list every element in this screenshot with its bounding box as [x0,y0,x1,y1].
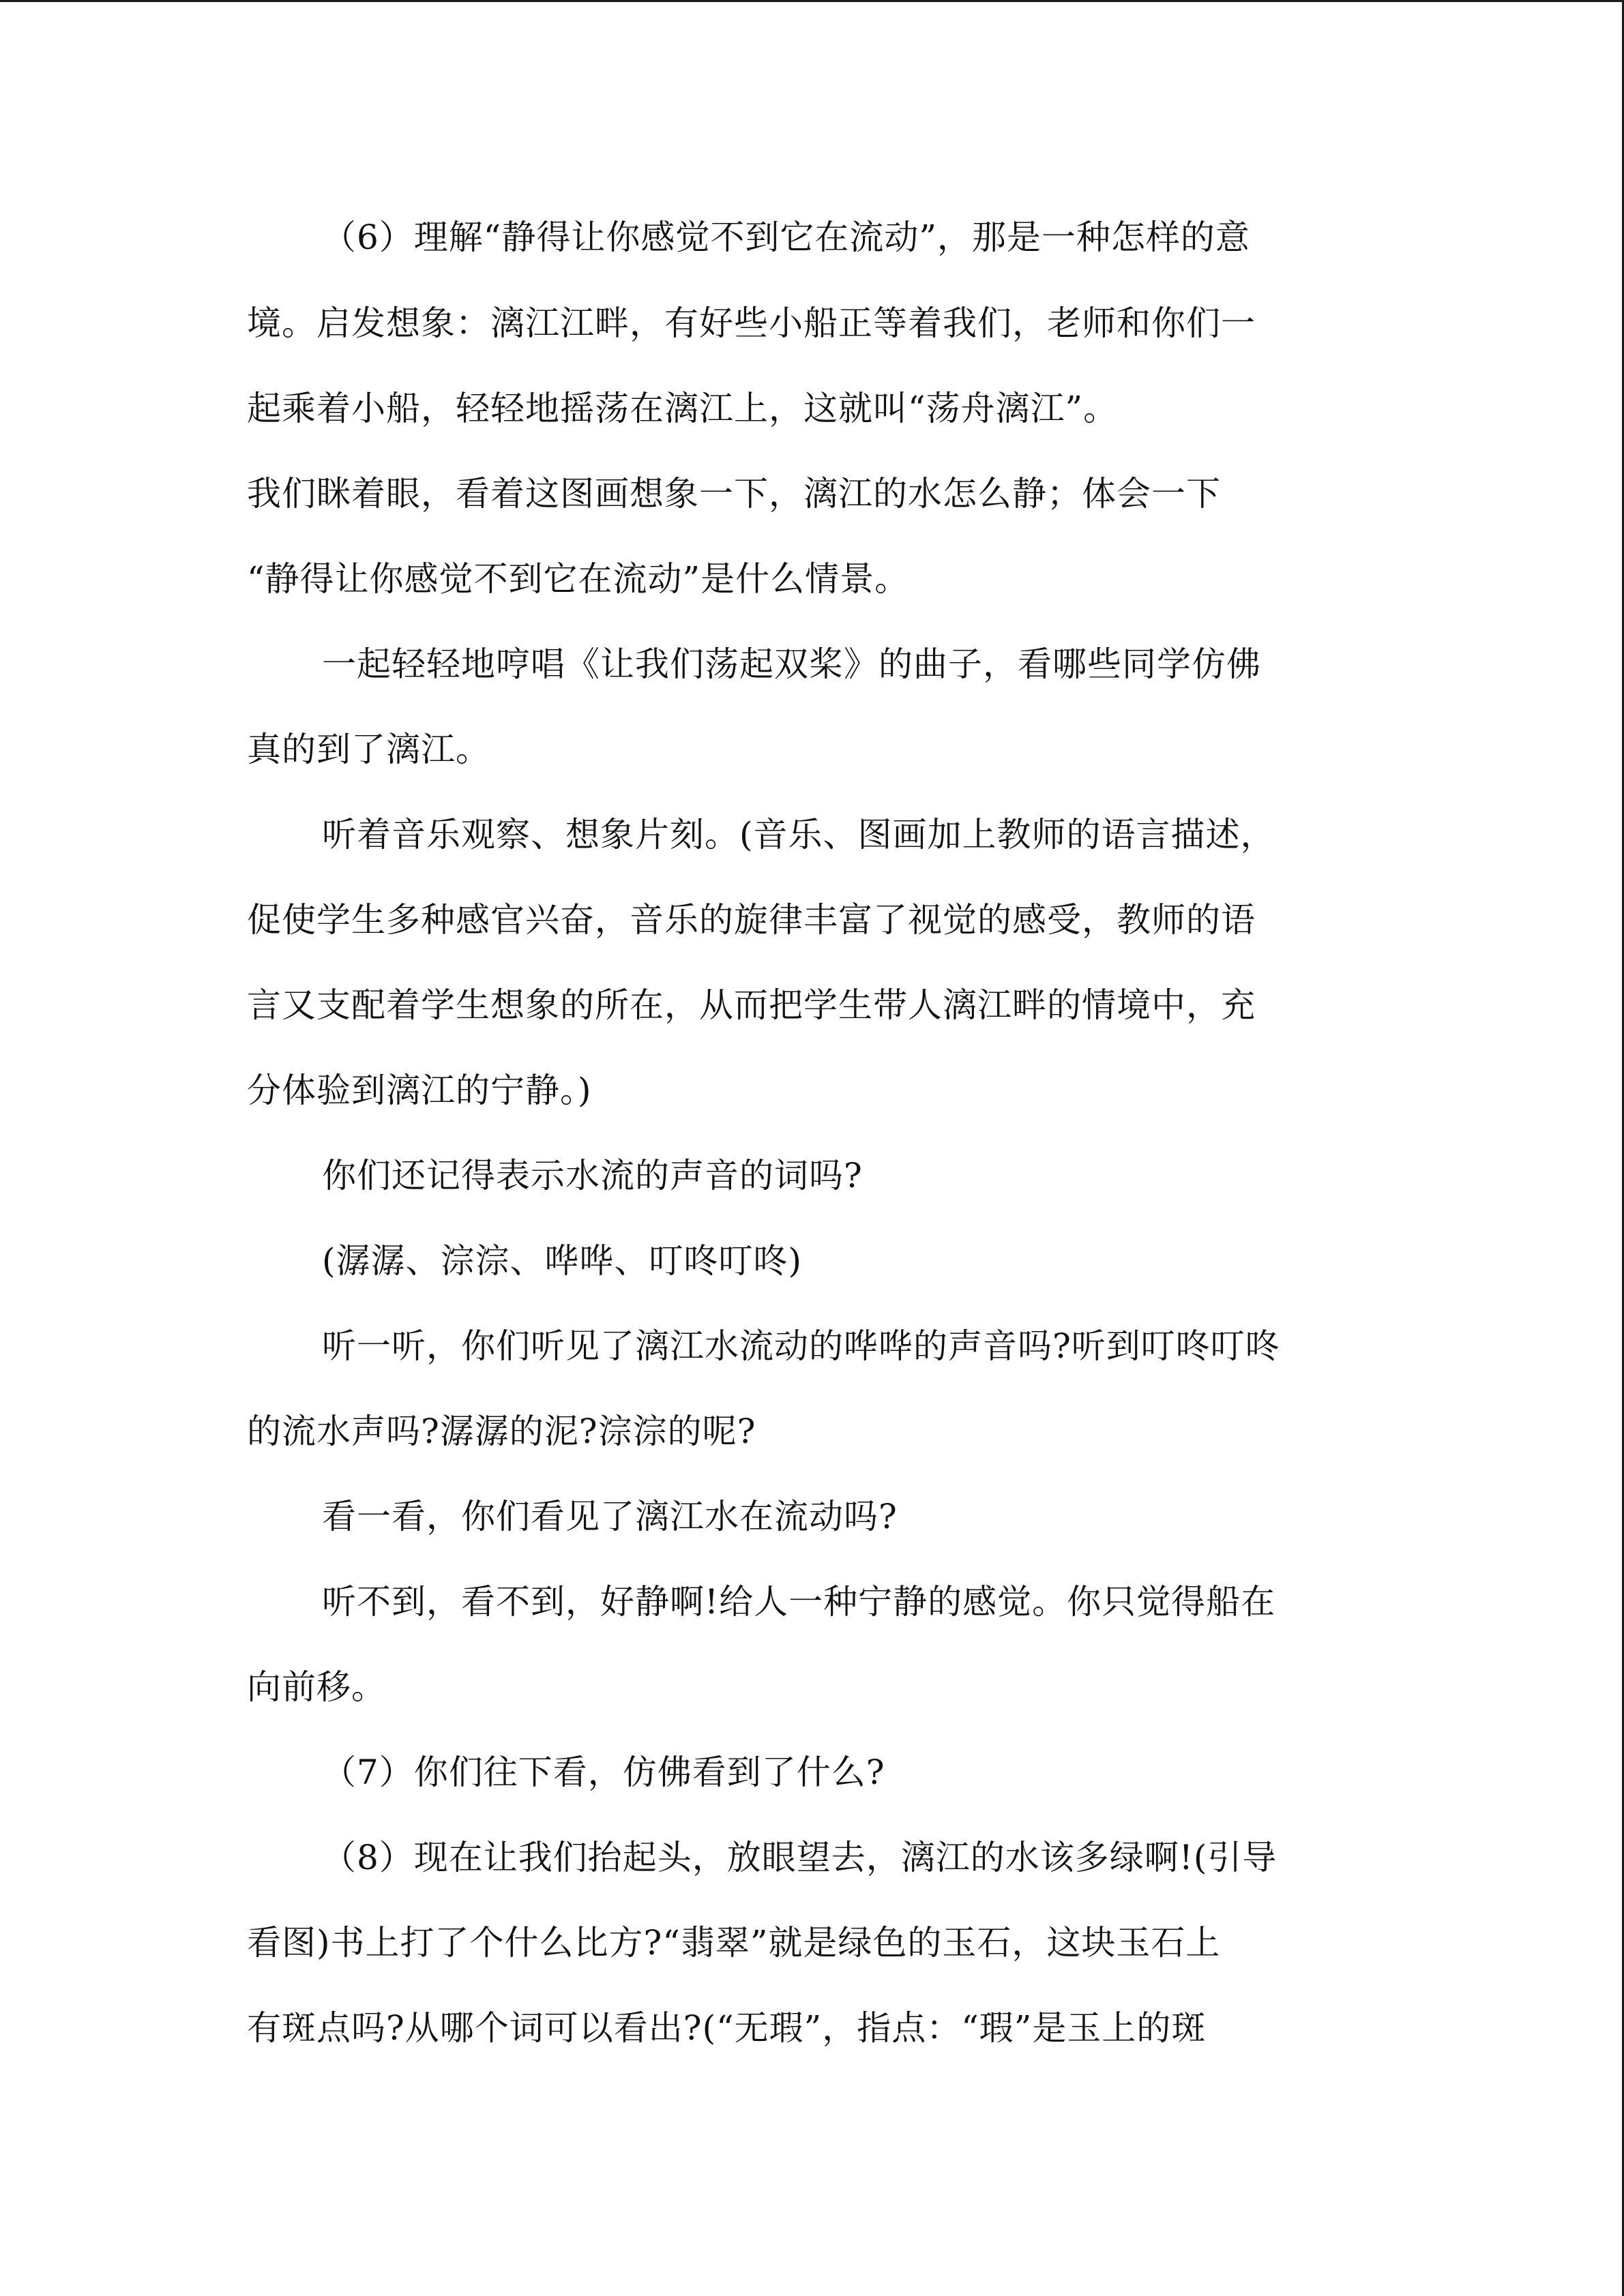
text-line: 看图)书上打了个什么比方?“翡翠”就是绿色的玉石，这块玉石上 [247,1923,1221,1963]
text-line: （8）现在让我们抬起头，放眼望去，漓江的水该多绿啊!(引导 [322,1838,1278,1877]
text-line: 起乘着小船，轻轻地摇荡在漓江上，这就叫“荡舟漓江”。 [247,389,1119,428]
text-line: 我们眯着眼，看着这图画想象一下，漓江的水怎么静；体会一下 [247,474,1221,513]
text-line: 真的到了漓江。 [247,730,490,769]
text-line: 听不到，看不到，好静啊!给人一种宁静的感觉。你只觉得船在 [322,1582,1276,1622]
text-line: 分体验到漓江的宁静。) [247,1071,592,1110]
text-line: （7）你们往下看，仿佛看到了什么? [322,1753,885,1792]
text-line: 境。启发想象：漓江江畔，有好些小船正等着我们，老师和你们一 [247,303,1256,343]
text-line: 向前移。 [247,1667,386,1707]
text-line: 有斑点吗?从哪个词可以看出?(“无瑕”，指点：“瑕”是玉上的斑 [247,2008,1207,2048]
text-line: 促使学生多种感官兴奋，音乐的旋律丰富了视觉的感受，教师的语 [247,900,1256,940]
text-line: (潺潺、淙淙、哗哗、叮咚叮咚) [322,1241,803,1281]
page-border-top [0,0,1624,2]
text-line: 听着音乐观察、想象片刻。(音乐、图画加上教师的语言描述， [322,815,1275,854]
text-line: 看一看，你们看见了漓江水在流动吗? [322,1497,898,1536]
text-line: 的流水声吗?潺潺的泥?淙淙的呢? [247,1412,756,1451]
text-line: （6）理解“静得让你感觉不到它在流动”，那是一种怎样的意 [322,218,1250,257]
text-line: 一起轻轻地哼唱《让我们荡起双桨》的曲子，看哪些同学仿佛 [322,644,1261,684]
text-line: 听一听，你们听见了漓江水流动的哗哗的声音吗?听到叮咚叮咚 [322,1326,1280,1366]
text-line: 言又支配着学生想象的所在，从而把学生带人漓江畔的情境中，充 [247,985,1256,1025]
text-line: 你们还记得表示水流的声音的词吗? [322,1156,863,1195]
text-line: “静得让你感觉不到它在流动”是什么情景。 [247,559,910,599]
